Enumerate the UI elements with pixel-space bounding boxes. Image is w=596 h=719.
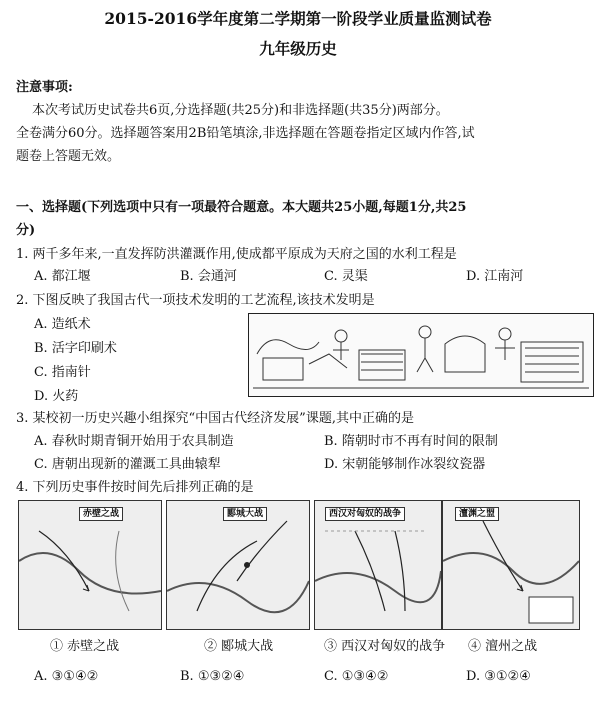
notes-line-3: 题卷上答题无效。 — [16, 149, 121, 164]
exam-title: 2015-2016学年度第二学期第一阶段学业质量监测试卷 — [104, 9, 492, 28]
question-4-stem: 4. 下列历史事件按时间先后排列正确的是 — [16, 480, 254, 495]
map-caption-4: ④ 澶州之战 — [468, 639, 538, 654]
map-xihan-title: 西汉对匈奴的战争 — [325, 507, 405, 521]
q4-option-c[interactable]: C. ①③④② — [324, 669, 389, 684]
section-heading-cont: 分) — [16, 223, 36, 238]
section-heading: 一、选择题(下列选项中只有一项最符合题意。本大题共25小题,每题1分,共25 — [16, 200, 467, 215]
q2-option-d[interactable]: D. 火药 — [34, 389, 79, 404]
process-illustration — [249, 314, 593, 396]
papermaking-process-figure — [248, 313, 594, 397]
notes-line-1: 本次考试历史试卷共6页,分选择题(共25分)和非选择题(共35分)两部分。 — [32, 103, 449, 118]
map-caption-1: ① 赤壁之战 — [50, 639, 120, 654]
q3-option-d[interactable]: D. 宋朝能够制作冰裂纹瓷器 — [324, 457, 486, 472]
question-1-stem: 1. 两千多年来,一直发挥防洪灌溉作用,使成都平原成为天府之国的水利工程是 — [16, 247, 457, 262]
q3-option-b[interactable]: B. 隋朝时市不再有时间的限制 — [324, 434, 498, 449]
q1-option-d[interactable]: D. 江南河 — [466, 269, 524, 284]
q4-option-a[interactable]: A. ③①④② — [34, 669, 99, 684]
q1-option-a[interactable]: A. 都江堰 — [34, 269, 91, 284]
q3-option-c[interactable]: C. 唐朝出现新的灌溉工具曲辕犁 — [34, 457, 221, 472]
question-2-stem: 2. 下图反映了我国古代一项技术发明的工艺流程,该技术发明是 — [16, 293, 375, 308]
map-xihan — [314, 500, 442, 630]
q2-option-c[interactable]: C. 指南针 — [34, 365, 91, 380]
q3-option-a[interactable]: A. 春秋时期青铜开始用于农具制造 — [34, 434, 234, 449]
q2-option-b[interactable]: B. 活字印刷术 — [34, 341, 117, 356]
exam-subtitle: 九年级历史 — [259, 39, 337, 58]
question-3-stem: 3. 某校初一历史兴趣小组探究“中国古代经济发展”课题,其中正确的是 — [16, 411, 414, 426]
q1-option-c[interactable]: C. 灵渠 — [324, 269, 368, 284]
notes-heading: 注意事项: — [16, 80, 73, 95]
q4-option-b[interactable]: B. ①③②④ — [180, 669, 245, 684]
map-chanyuan-title: 澶渊之盟 — [455, 507, 499, 521]
map-chibi — [18, 500, 162, 630]
map-yancheng-title: 郾城大战 — [223, 507, 267, 521]
map-caption-3: ③ 西汉对匈奴的战争 — [324, 639, 446, 654]
q4-option-d[interactable]: D. ③①②④ — [466, 669, 531, 684]
map-chibi-title: 赤壁之战 — [79, 507, 123, 521]
map-caption-2: ② 郾城大战 — [204, 639, 274, 654]
notes-line-2: 全卷满分60分。选择题答案用2B铅笔填涂,非选择题在答题卷指定区域内作答,试 — [16, 126, 475, 141]
map-chanyuan — [442, 500, 580, 630]
q2-option-a[interactable]: A. 造纸术 — [34, 317, 91, 332]
q1-option-b[interactable]: B. 会通河 — [180, 269, 237, 284]
map-yancheng — [166, 500, 310, 630]
